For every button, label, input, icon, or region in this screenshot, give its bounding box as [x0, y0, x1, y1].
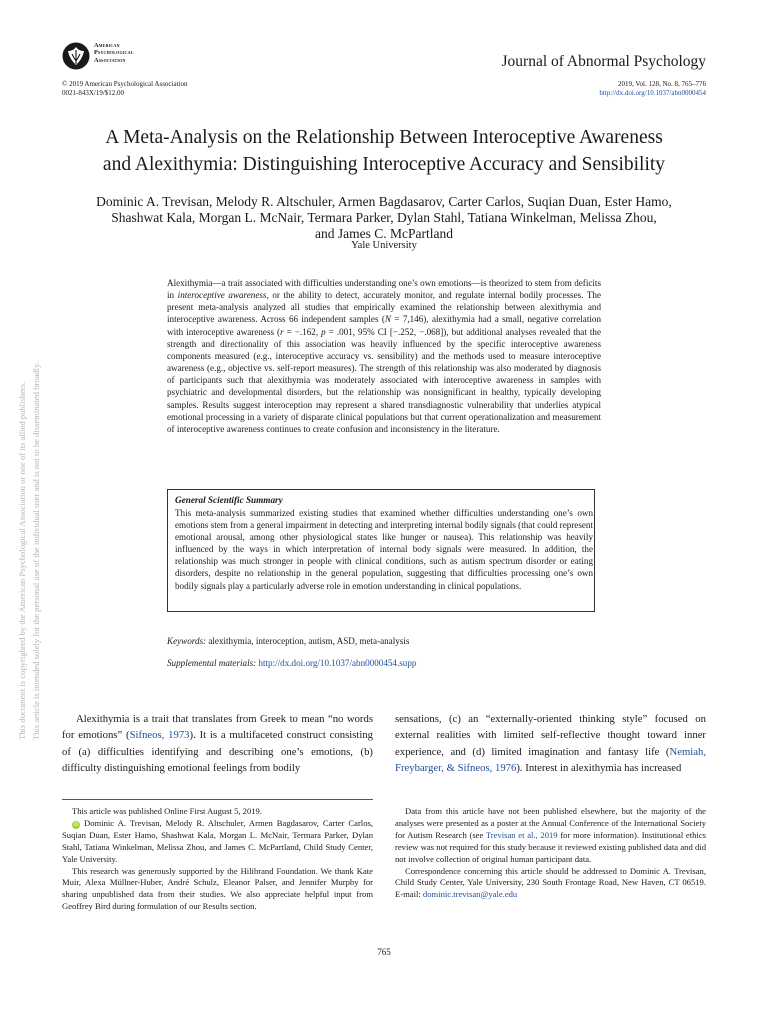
citation-link[interactable]: Trevisan et al., 2019	[485, 829, 558, 840]
publisher-name: American Psychological Association	[94, 42, 134, 64]
affiliation: Yale University	[351, 240, 417, 251]
citation-link[interactable]: Sifneos, 1973	[129, 729, 190, 742]
page-number: 765	[377, 947, 391, 957]
apa-logo-icon	[62, 42, 90, 70]
abstract: Alexithymia—a trait associated with difficulties understanding one’s own emotions—is theorized to stem from deficits in interoceptive awareness, or the ability to detect, accurately monitor, and regulate internal bodily processes. The present meta-analysis analyzed all studies that empirically examined the relationship between alexithymia and interoceptive awareness. Across 66 independent samples (N = 7,146), alexithymia had a small, negative correlation with interoceptive awareness (r = −.162, p = .001, 95% CI [−.252, −.068]), but additional analyses revealed that the strength and directionality of this association was heavily influenced by the specific interoceptive awareness components measured (e.g., interoceptive accuracy vs. sensibility) and the methods used to measure interoceptive awareness (e.g., objective vs. self-report measures). The strength of this relationship was also moderated by diagnosis of participants such that alexithymia was moderately associated with interoceptive awareness in samples with psychiatric and developmental disorders, but the relationship was nonsignificant in healthy, typically developing samples. Results suggest interoception may represent a shared transdiagnostic vulnerability that underlies atypical emotional processing in a variety of disparate clinical populations but that current operationalization and measurement of interoceptive awareness continues to create confusion and inconsistency in the literature.	[167, 278, 601, 434]
footnote-divider	[62, 799, 373, 800]
copyright-info: © 2019 American Psychological Association 0021-843X/19/$12.00	[62, 80, 188, 97]
body-text-right: sensations, (c) an “externally-oriented thinking style” focused on external realities with limited self-reflective thought toward inner experience, and (d) limited imagination and fantasy life (Nemiah, Freybarger, & Sifneos, 1976). Interest in alexithymia has increased	[395, 713, 706, 775]
doi-link[interactable]: http://dx.doi.org/10.1037/abn0000454	[599, 88, 706, 97]
article-title: A Meta-Analysis on the Relationship Between Interoceptive Awareness and Alexithymia: Distinguishing Interoceptive Accuracy and Sensibility	[102, 127, 666, 175]
author-list: Dominic A. Trevisan, Melody R. Altschuler, Armen Bagdasarov, Carter Carlos, Suqian Duan, Ester Hamo, Shashwat Kala, Morgan L. McNair, Termara Parker, Dylan Stahl, Tatiana Winkelman, Melissa Zhou, and James C. McPartland	[96, 194, 672, 242]
volume-info: 2019, Vol. 128, No. 8, 765–776 http://dx.doi.org/10.1037/abn0000454	[599, 80, 706, 97]
keywords: Keywords: alexithymia, interoception, autism, ASD, meta-analysis	[167, 636, 410, 646]
footnotes-right: Data from this article have not been published elsewhere, but the majority of the analyses were presented as a poster at the Annual Conference of the International Society for Autism Research (see Trevisan et al., 2019 for more information). Institutional ethics review was not required for this study because it reviewed existing published data and did not involve collection of original human participant data. Correspondence concerning this article should be addressed to Dominic A. Trevisan, Child Study Center, Yale University, 230 South Frontage Road, New Haven, CT 06519. E-mail: dominic.trevisan@yale.edu	[395, 806, 706, 900]
supplemental-link[interactable]: http://dx.doi.org/10.1037/abn0000454.supp	[258, 658, 417, 668]
email-link[interactable]: dominic.trevisan@yale.edu	[422, 889, 518, 900]
summary-title: General Scientific Summary	[175, 495, 283, 505]
journal-name: Journal of Abnormal Psychology	[501, 53, 706, 70]
footnotes-left: This article was published Online First August 5, 2019. iD Dominic A. Trevisan, Melody R. Altschuler, Armen Bagdasarov, Carter Carlos, Suqian Duan, Ester Hamo, Shashwat Kala, Morgan L. McNair, Termara Parker, Dylan Stahl, Tatiana Winkelman, Melissa Zhou, and James C. McPartland, Child Study Center, Yale University. This research was generously supported by the Hilibrand Foundation. We thank Kate Muir, Alexa Müllner-Huber, André Schulz, Eleanor Palser, and Jennifer Murphy for sharing unpublished data from their studies. We also appreciate helpful input from Geoffrey Bird during formulation of our Results section.	[62, 806, 373, 912]
supplemental-materials: Supplemental materials: http://dx.doi.org/10.1037/abn0000454.supp	[167, 658, 417, 668]
copyright-notice: This document is copyrighted by the American Psychological Association or one of its allied publishers. This article is intended solely for the personal use of the individual user and is not to be disseminated broadly.	[17, 362, 41, 740]
orcid-icon[interactable]: iD	[73, 821, 79, 828]
citation-link[interactable]: Nemiah, Freybarger, & Sifneos, 1976	[395, 745, 706, 775]
body-text-left: Alexithymia is a trait that translates from Greek to mean “no words for emotions” (Sifneos, 1973). It is a multifaceted construct consisting of (a) difficulties identifying and describing one’s emotions, (b) difficulty distinguishing emotional feelings from bodily	[62, 713, 374, 775]
summary-text: This meta-analysis summarized existing studies that examined whether difficulties understanding one’s own emotions stem from a general impairment in detecting and interpreting internal bodily signals (that could represent emotional arousal, among other physiological states like hunger or nausea). This relationship was heavily influenced by the ways in which interpretation of internal body signals were measured. In addition, the relationship was much stronger in people with clinical conditions, such as autism spectrum disorder or eating disorders, despite no relationship in the general population, suggesting that difficulties processing one’s own bodily signals play a particularly adverse role in emotion understanding in clinical populations.	[175, 508, 593, 591]
